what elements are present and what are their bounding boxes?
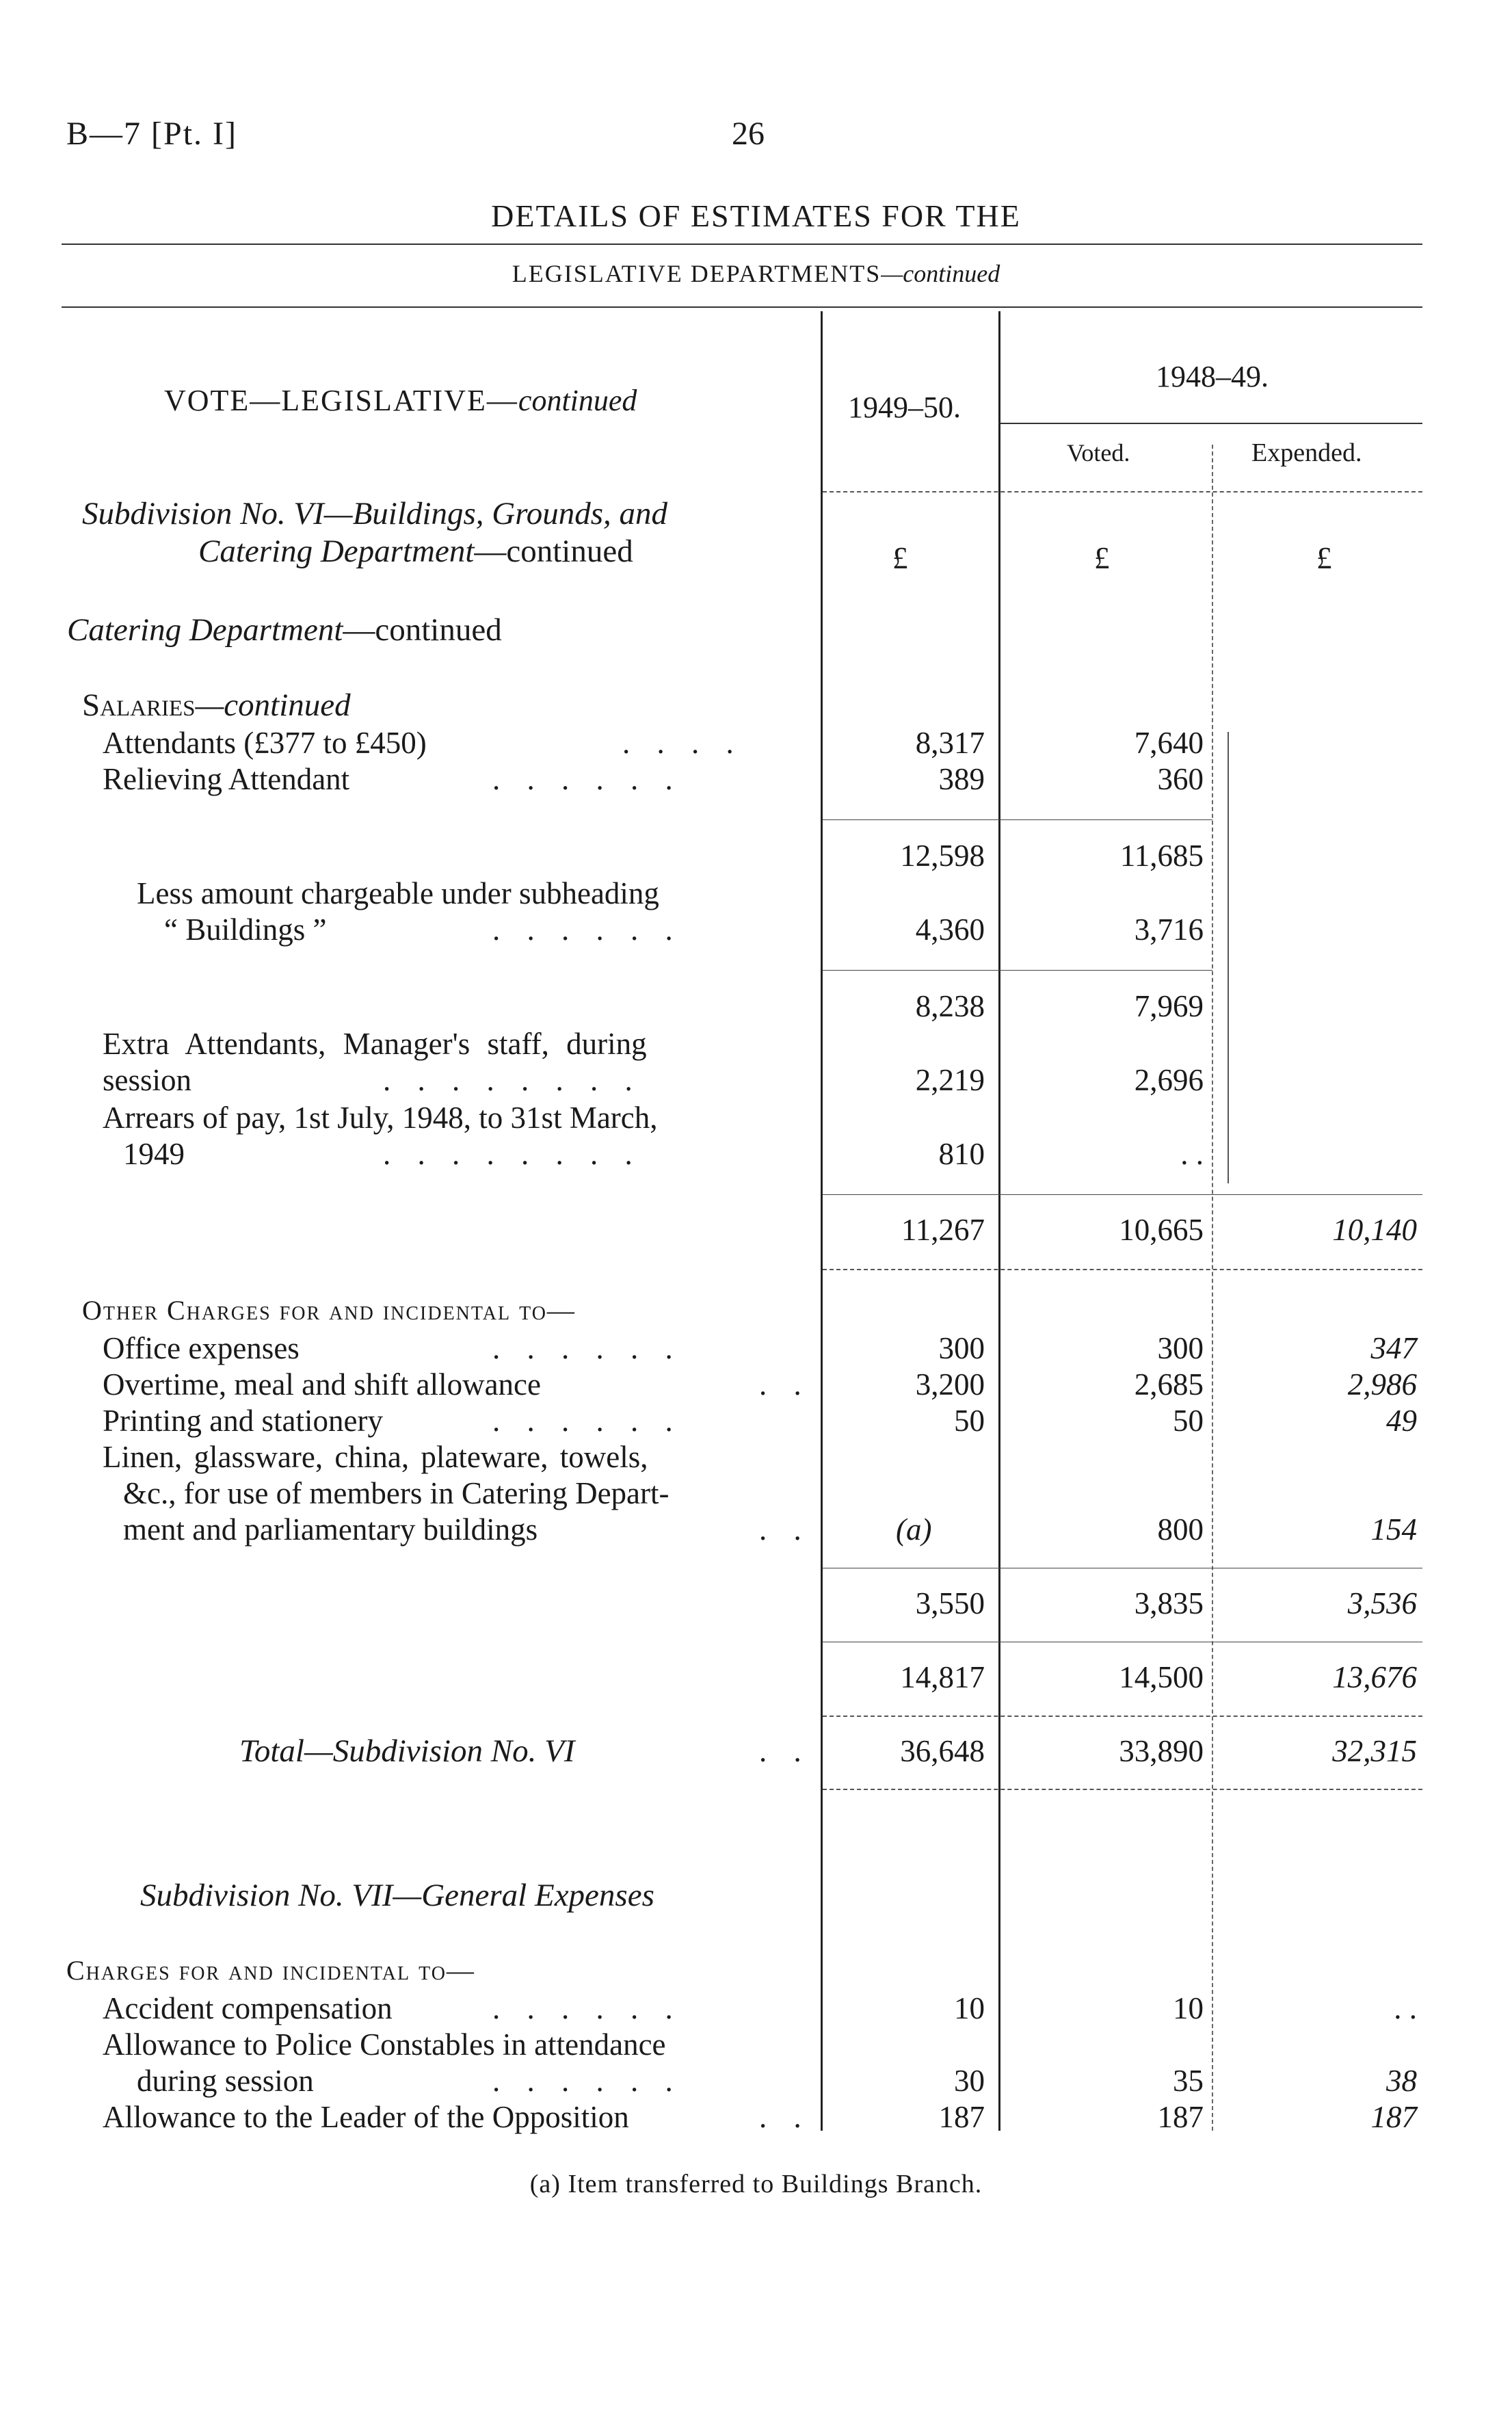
subtotal2-c2: 7,969: [1134, 989, 1204, 1023]
salaries-total-c1: 11,267: [901, 1213, 985, 1247]
opposition-c3: 187: [1370, 2100, 1417, 2134]
page-subtitle: LEGISLATIVE DEPARTMENTS—continued: [512, 260, 1000, 287]
police-label: Allowance to Police Constables in attendance: [103, 2027, 666, 2062]
other-linen-line3: ment and parliamentary buildings: [123, 1512, 538, 1547]
extra-line1: Extra Attendants, Manager's staff, during: [103, 1027, 647, 1061]
page-title: DETAILS OF ESTIMATES FOR THE: [491, 198, 1021, 233]
salaries-heading: Salaries—continued: [82, 687, 351, 723]
subdivision7-heading: Subdivision No. VII—General Expenses: [140, 1878, 654, 1913]
less-c1: 4,360: [915, 912, 985, 947]
title-rule: [62, 244, 1422, 245]
opposition-c2: 187: [1157, 2100, 1204, 2134]
less-line1: Less amount chargeable under subheading: [137, 876, 659, 910]
subtotal1-c2: 11,685: [1119, 839, 1204, 873]
salaries-total-c3: 10,140: [1332, 1213, 1417, 1247]
subtitle-rule: [62, 306, 1422, 308]
other-linen-c2: 800: [1157, 1512, 1204, 1547]
other-heading: Other Charges for and incidental to—: [82, 1295, 576, 1326]
sub6-total-label: Total—Subdivision No. VI: [239, 1733, 575, 1769]
col-1948-49: 1948–49.: [1156, 360, 1269, 393]
arrears-dots: . . . . . . . .: [383, 1137, 642, 1171]
police-c3: 38: [1386, 2064, 1417, 2098]
other-total-c2: 3,835: [1134, 1586, 1204, 1620]
subtotal2-c1: 8,238: [915, 989, 985, 1023]
other-total-c3: 3,536: [1347, 1586, 1417, 1620]
vote-heading: VOTE—LEGISLATIVE—continued: [164, 384, 637, 417]
salaries-total-c2: 10,665: [1119, 1213, 1204, 1247]
accident-c1: 10: [954, 1991, 985, 2025]
police-c1: 30: [954, 2064, 985, 2098]
currency-col2: £: [1094, 541, 1110, 575]
other-office-c2: 300: [1157, 1331, 1204, 1365]
other-office-c1: 300: [938, 1331, 985, 1365]
extra-dots: . . . . . . . .: [383, 1063, 642, 1097]
arrears-c2: . .: [1180, 1137, 1204, 1171]
row-relieving-label: Relieving Attendant: [103, 762, 350, 796]
subtotal1-rule: [823, 819, 1212, 820]
police-label2: during session: [137, 2064, 314, 2098]
other-overtime-c2: 2,685: [1134, 1367, 1204, 1402]
accident-c3: . .: [1394, 1991, 1417, 2025]
subdivision6-heading-2: Catering Department—continued: [198, 534, 633, 569]
row-relieving-c1: 389: [938, 762, 985, 796]
col-expended: Expended.: [1251, 438, 1362, 467]
subtotal1-c1: 12,598: [900, 839, 985, 873]
other-overtime-c1: 3,200: [915, 1367, 985, 1402]
sub6-total-c2: 33,890: [1119, 1734, 1204, 1768]
row-relieving-dots: . . . . . .: [492, 762, 682, 796]
other-linen-line1: Linen, glassware, china, plateware, towels,: [103, 1440, 648, 1474]
col1-left-rule: [821, 311, 823, 2131]
accident-dots: . . . . . .: [492, 1991, 682, 2025]
catering-heading: Catering Department—continued: [67, 612, 502, 648]
group-rule: [1000, 423, 1422, 424]
arrears-line2: 1949: [123, 1137, 185, 1171]
arrears-line1: Arrears of pay, 1st July, 1948, to 31st March,: [103, 1101, 658, 1135]
other-office-c3: 347: [1370, 1331, 1417, 1365]
other-linen-dots: . .: [759, 1512, 811, 1547]
other-linen-c1: (a): [896, 1512, 932, 1547]
opposition-dots: . .: [759, 2100, 811, 2134]
salaries-end-rule: [823, 1269, 1422, 1270]
less-line2: “ Buildings ”: [164, 912, 327, 947]
footnote: (a) Item transferred to Buildings Branch.: [529, 2170, 983, 2198]
other-printing-c3: 49: [1386, 1404, 1417, 1438]
opposition-label: Allowance to the Leader of the Opposition: [103, 2100, 629, 2134]
other-office-dots: . . . . . .: [492, 1331, 682, 1365]
other-office-label: Office expenses: [103, 1331, 300, 1365]
less-dots: . . . . . .: [492, 912, 682, 947]
page-number: 26: [732, 116, 765, 152]
sub6-total-dots: . .: [759, 1734, 811, 1768]
less-c2: 3,716: [1134, 912, 1204, 947]
row-attendants-c1: 8,317: [915, 726, 985, 760]
currency-col3: £: [1316, 541, 1332, 575]
accident-c2: 10: [1173, 1991, 1204, 2025]
salaries-total-rule: [823, 1194, 1422, 1195]
other-total-c1: 3,550: [915, 1586, 985, 1620]
arrears-c1: 810: [938, 1137, 985, 1171]
other-overtime-label: Overtime, meal and shift allowance: [103, 1367, 542, 1402]
subdivision6-heading-1: Subdivision No. VI—Buildings, Grounds, and: [82, 496, 668, 531]
extra-c2: 2,696: [1134, 1063, 1204, 1097]
col2-left-rule: [998, 311, 1000, 2131]
other-printing-label: Printing and stationery: [103, 1404, 383, 1438]
dept-total-c1: 14,817: [900, 1660, 985, 1694]
dept-total-c3: 13,676: [1332, 1660, 1417, 1694]
other-printing-c2: 50: [1173, 1404, 1204, 1438]
other-linen-c3: 154: [1370, 1512, 1417, 1547]
other-printing-c1: 50: [954, 1404, 985, 1438]
police-c2: 35: [1173, 2064, 1204, 2098]
police-dots: . . . . . .: [492, 2064, 682, 2098]
row-relieving-c2: 360: [1157, 762, 1204, 796]
extra-c1: 2,219: [915, 1063, 985, 1097]
col-voted: Voted.: [1067, 439, 1130, 466]
col-1949-50: 1949–50.: [848, 391, 961, 424]
sub6-end-rule: [823, 1789, 1422, 1790]
col3-left-rule: [1212, 445, 1213, 2131]
page-ref: B—7 [Pt. I]: [66, 116, 237, 152]
extra-line2: session: [103, 1063, 192, 1097]
sub6-total-c3: 32,315: [1332, 1734, 1417, 1768]
sub6-total-c1: 36,648: [900, 1734, 985, 1768]
other-linen-line2: &c., for use of members in Catering Depart-: [123, 1476, 669, 1510]
opposition-c1: 187: [938, 2100, 985, 2134]
accident-label: Accident compensation: [103, 1991, 393, 2025]
currency-col1: £: [892, 541, 908, 575]
brace-rule: [1228, 732, 1229, 1183]
row-attendants-label: Attendants (£377 to £450): [103, 726, 427, 760]
row-attendants-dots: . . . .: [622, 726, 743, 760]
row-attendants-c2: 7,640: [1134, 726, 1204, 760]
other-overtime-dots: . .: [759, 1367, 811, 1402]
sub6-total-rule: [823, 1716, 1422, 1717]
other-printing-dots: . . . . . .: [492, 1404, 682, 1438]
head-rule: [823, 491, 1422, 492]
other-overtime-c3: 2,986: [1347, 1367, 1417, 1402]
dept-total-c2: 14,500: [1119, 1660, 1204, 1694]
charges-heading: Charges for and incidental to—: [66, 1955, 475, 1986]
subtotal2-rule: [823, 970, 1212, 971]
